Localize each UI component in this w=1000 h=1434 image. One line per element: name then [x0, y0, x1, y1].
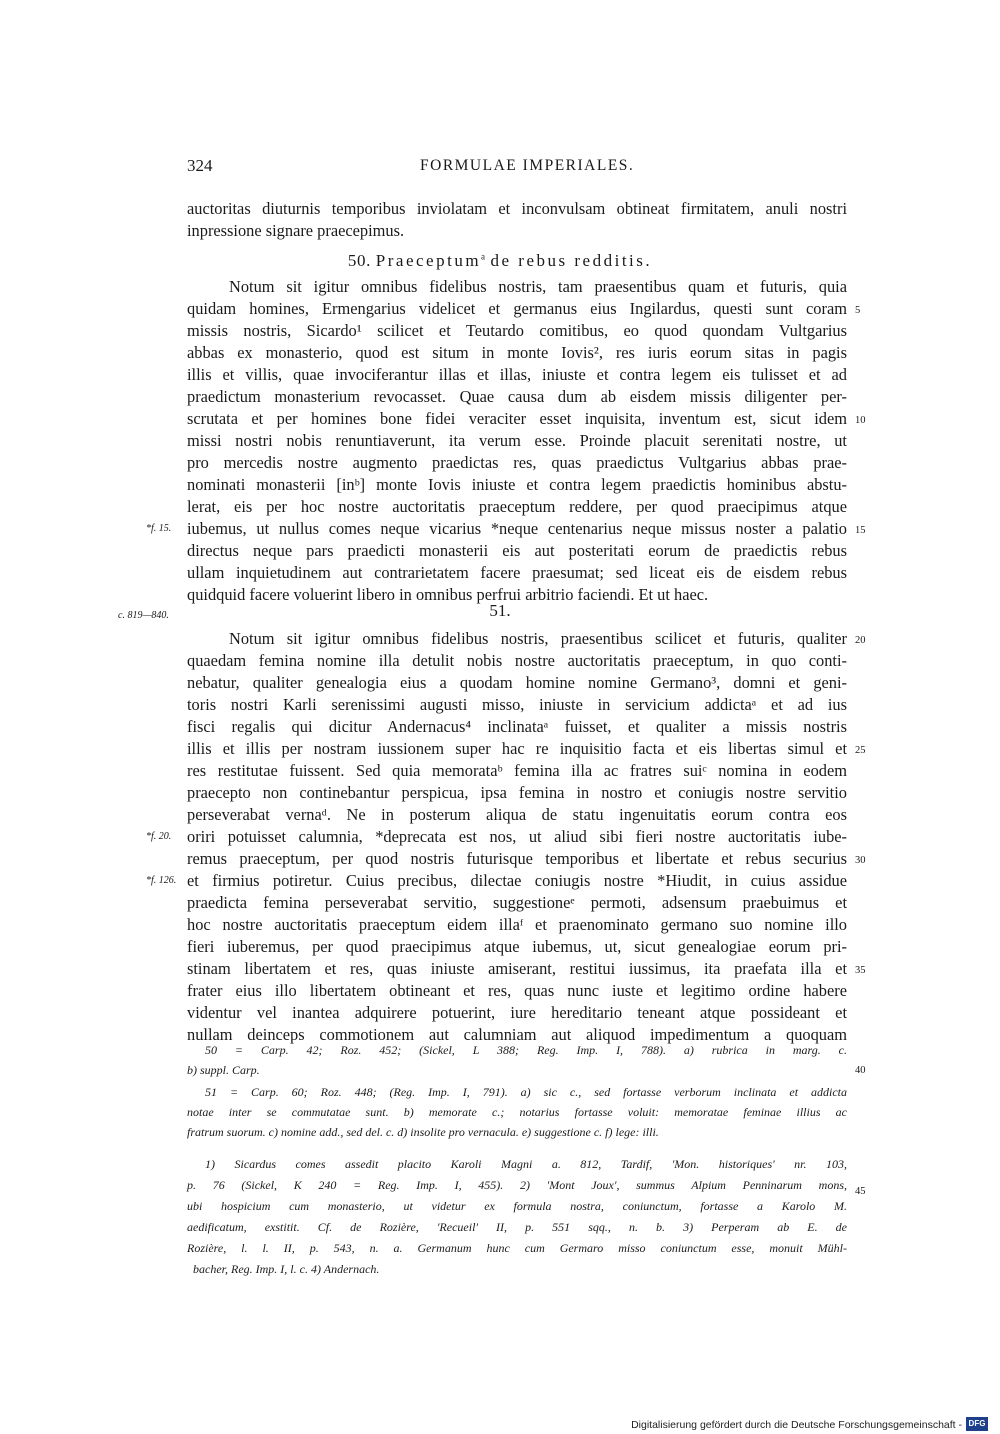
title-mark: a	[481, 251, 486, 262]
line-number: 45	[855, 1186, 866, 1197]
apparatus-line: fratrum suorum. c) nomine add., sed del. c. d) insolite pro vernacula. e) suggestione c. f) lege: illi.	[187, 1125, 659, 1139]
text-line: scrutata et per homines bone fidei veraciter esset inquisita, inventum est, sicut idem	[187, 409, 847, 428]
text-line: Notum sit igitur omnibus fidelibus nostris, praesentibus scilicet et futuris, qualiter	[229, 629, 847, 648]
footnote-line: 1) Sicardus comes assedit placito Karoli Magni a. 812, Tardif, 'Mon. historiques' nr. 103,	[205, 1157, 847, 1171]
line-number: 40	[855, 1065, 866, 1076]
margin-note: *f. 20.	[146, 831, 172, 842]
text-line: praedictum monasterium revocasset. Quae causa dum ab eisdem missis diligenter per-	[187, 387, 847, 406]
text-line: videntur vel inantea adquirere potuerint, iure hereditario teneant atque possideant et	[187, 1003, 847, 1022]
running-title: FORMULAE IMPERIALES.	[420, 157, 635, 174]
margin-note: *f. 15.	[146, 523, 172, 534]
line-number: 35	[855, 965, 866, 976]
apparatus-line: 50 = Carp. 42; Roz. 452; (Sickel, L 388; Reg. Imp. I, 788). a) rubrica in marg. c.	[205, 1043, 847, 1057]
apparatus-line: b) suppl. Carp.	[187, 1063, 260, 1077]
text-line: remus praeceptum, per quod nostris futurisque temporibus et libertate et rebus securius	[187, 849, 847, 868]
line-number: 20	[855, 635, 866, 646]
dfg-logo: DFG	[966, 1417, 988, 1431]
text-line: toris nostri Karli serenissimi augusti misso, iniuste in servicium addictaᵃ et ad ius	[187, 695, 847, 714]
text-line: missi nostri nobis renuntiaverunt, ita verum esse. Proinde placuit serenitati nostre, ut	[187, 431, 847, 450]
text-line: et firmius potiretur. Cuius precibus, dilectae coniugis nostre *Hiudit, in cuius assidue	[187, 871, 847, 890]
text-line: praedicta femina perseverabat servitio, suggestioneᵉ permoti, adsensum praebuimus et	[187, 893, 847, 912]
text-line: iubemus, ut nullus comes neque vicarius *neque centenarius neque missus noster a palatio	[187, 519, 847, 538]
text-line: fieri iuberemus, per quod praecipimus atque iubemus, ut, sicut genealogiae eorum pri-	[187, 937, 847, 956]
text-line: pro mercedis nostre augmento praedictas res, quas praedictus Vultgarius abbas prae-	[187, 453, 847, 472]
footnote-line: ubi hospicium cum monasterio, ut videtur ex formula nostra, coniunctum, fortasse a Karolo M.	[187, 1199, 847, 1213]
text-line: res restitutae fuissent. Sed quia memorataᵇ femina illa ac fratres suiᶜ nomina in eodem	[187, 761, 847, 780]
apparatus-line: 51 = Carp. 60; Roz. 448; (Reg. Imp. I, 791). a) sic c., sed fortasse verborum inclinata et addicta	[205, 1085, 847, 1099]
title-rest: de rebus redditis.	[490, 251, 653, 270]
section-51-number: 51.	[489, 601, 511, 620]
text-line: hoc nostre auctoritatis praeceptum eidem illaᶠ et praenominato germano suo nomine illo	[187, 915, 847, 934]
text-line: nullam deinceps commotionem aut calumniam aut aliquod impedimentum a quoquam	[187, 1025, 847, 1044]
text-line: nebatur, qualiter genealogia eius a quodam homine nomine Germano³, domni et geni-	[187, 673, 847, 692]
text-line: frater eius illo libertatem obtineant et res, quas nunc iuste et legitimo ordine habere	[187, 981, 847, 1000]
text-line: quidam homines, Ermengarius videlicet et germanus eius Ingilardus, questi sunt coram	[187, 299, 847, 318]
text-line: quaedam femina nomine illa detulit nobis nostre auctoritatis praeceptum, in quo conti-	[187, 651, 847, 670]
footer-text: Digitalisierung gefördert durch die Deutsche Forschungsgemeinschaft -	[631, 1419, 962, 1431]
text-line: missis nostris, Sicardo¹ scilicet et Teutardo comitibus, eo quod quondam Vultgarius	[187, 321, 847, 340]
digitization-footer	[631, 1419, 962, 1431]
text-line: abbas ex monasterio, quod est situm in monte Iovis², res iuris eorum sitas in pagis	[187, 343, 847, 362]
page-number: 324	[187, 156, 213, 175]
text-line: illis et illis per nostram iussionem super hac re inquisitio facta et eis libertas simul et	[187, 739, 847, 758]
footnote-line: aedificatum, exstitit. Cf. de Rozière, 'Recueil' II, p. 551 sqq., n. b. 3) Perperam ab E. de	[187, 1220, 847, 1234]
text-line: illis et villis, quae invociferantur illas et illas, iniuste et contra legem eis tulisset et ad	[187, 365, 847, 384]
text-line: inpressione signare praecepimus.	[187, 221, 405, 240]
title-word: Praeceptum	[375, 251, 482, 270]
line-number: 25	[855, 745, 866, 756]
section-number: 50.	[347, 251, 371, 270]
margin-note: *f. 126.	[146, 875, 177, 886]
margin-date: c. 819—840.	[118, 610, 169, 621]
text-line: perseverabat vernaᵈ. Ne in posterum aliqua de statu ingenuitatis eorum contra eos	[187, 805, 847, 824]
apparatus-line: notae inter se commutatae sunt. b) memorate c.; notarius fortasse voluit: memoratae feminae illius ac	[187, 1105, 847, 1119]
text-line: directus neque pars praedicti monasterii eis aut posteritati eorum de praedictis rebus	[187, 541, 847, 560]
text-line: fisci regalis qui dicitur Andernacus⁴ inclinataᵃ fuisset, et qualiter a missis nostris	[187, 717, 847, 736]
line-number: 5	[855, 305, 861, 316]
line-number: 10	[855, 415, 866, 426]
footnote-line: bacher, Reg. Imp. I, l. c. 4) Andernach.	[193, 1262, 380, 1276]
text-line: lerat, eis per hoc nostre auctoritatis praeceptum reddere, per quod praecipimus atque	[187, 497, 847, 516]
text-line: quidquid facere voluerint libero in omnibus perfrui arbitrio faciendi. Et ut haec.	[187, 585, 709, 604]
text-line: auctoritas diuturnis temporibus inviolatam et inconvulsam obtineat firmitatem, anuli nostri	[187, 199, 847, 218]
text-line: ullam inquietudinem aut contrarietatem facere praesumat; sed liceat eis de eisdem rebus	[187, 563, 847, 582]
line-number: 15	[855, 525, 866, 536]
text-line: nominati monasterii [inᵇ] monte Iovis iniuste et contra legem praedictis hominibus abstu-	[187, 475, 847, 494]
text-line: stinam libertatem et res, quas iniuste amiserant, restitui iussimus, ita praefata illa et	[187, 959, 847, 978]
footnote-line: p. 76 (Sickel, K 240 = Reg. Imp. I, 455). 2) 'Mont Joux', summus Alpium Penninarum mons,	[187, 1178, 847, 1192]
text-line: Notum sit igitur omnibus fidelibus nostris, tam praesentibus quam et futuris, quia	[229, 277, 847, 296]
text-line: praecepto non continebantur perspicua, ipsa femina in nostro et coniugis nostre servitio	[187, 783, 847, 802]
footnote-line: Rozière, l. l. II, p. 543, n. a. Germanum hunc cum Germaro misso coniunctum esse, monuit Mühl-	[187, 1241, 847, 1255]
text-line: oriri potuisset calumnia, *deprecata est nos, ut aliud sibi fieri nostre auctoritatis iube-	[187, 827, 847, 846]
section-50-title	[0, 251, 1000, 271]
line-number: 30	[855, 855, 866, 866]
